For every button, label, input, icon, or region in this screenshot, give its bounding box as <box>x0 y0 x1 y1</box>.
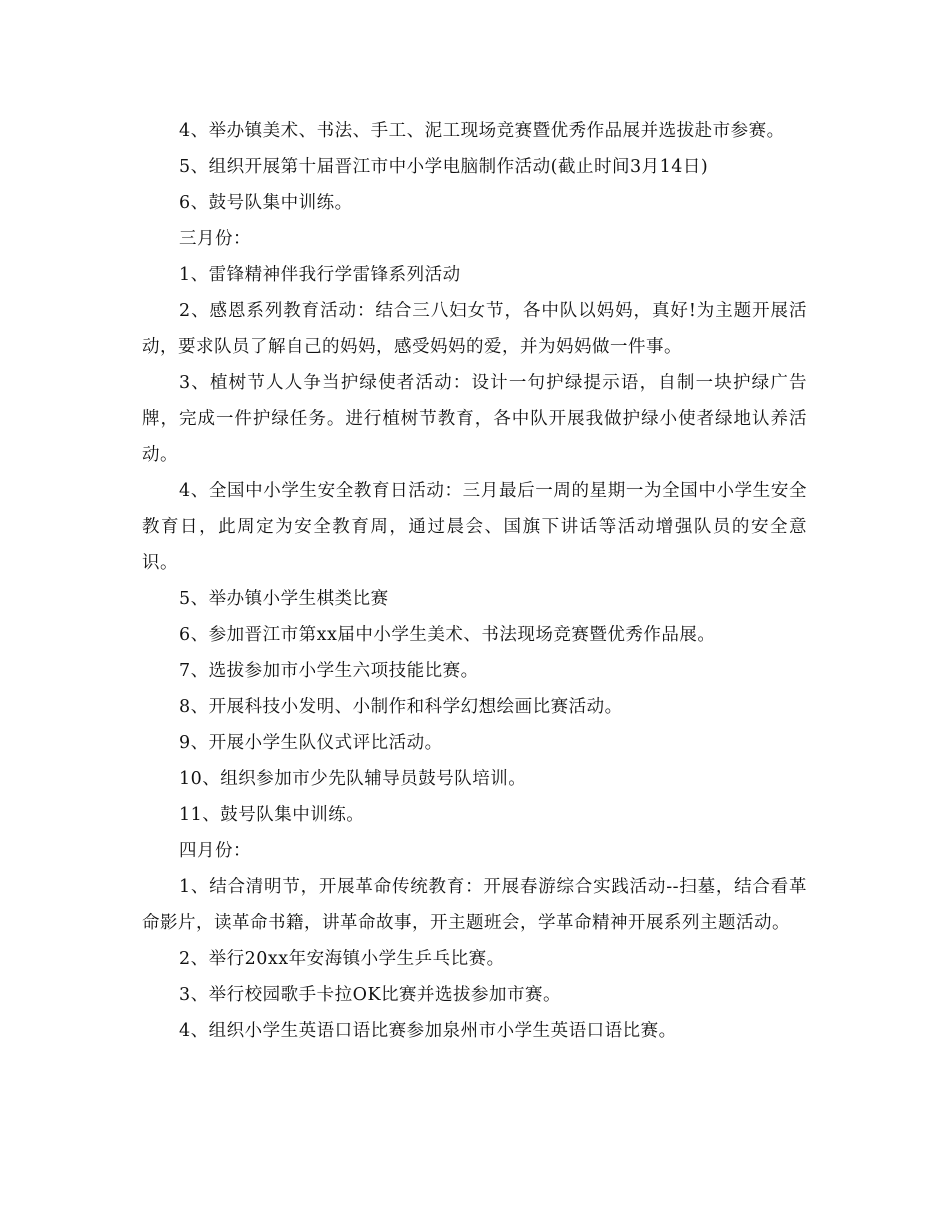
paragraph-mar-item-5: 5、举办镇小学生棋类比赛 <box>179 589 389 609</box>
paragraph-feb-item-4: 4、举办镇美术、书法、手工、泥工现场竞赛暨优秀作品展并选拔赴市参赛。 <box>179 121 785 141</box>
paragraph-mar-item-8: 8、开展科技小发明、小制作和科学幻想绘画比赛活动。 <box>179 697 623 717</box>
paragraph-apr-item-2: 2、举行20xx年安海镇小学生乒乓比赛。 <box>179 949 505 969</box>
paragraph-apr-item-1: 1、结合清明节，开展革命传统教育：开展春游综合实践活动--扫墓，结合看革命影片，读革命书籍，讲革命故事，开主题班会，学革命精神开展系列主题活动。 <box>142 877 807 933</box>
paragraph-apr-item-3: 3、举行校园歌手卡拉OK比赛并选拔参加市赛。 <box>179 985 562 1005</box>
paragraph-mar-item-11: 11、鼓号队集中训练。 <box>179 805 365 825</box>
paragraph-mar-item-2: 2、感恩系列教育活动：结合三八妇女节，各中队以妈妈，真好!为主题开展活动，要求队员了解自己的妈妈，感受妈妈的爱，并为妈妈做一件事。 <box>142 301 807 357</box>
paragraph-mar-item-1: 1、雷锋精神伴我行学雷锋系列活动 <box>179 265 461 285</box>
paragraph-apr-item-4: 4、组织小学生英语口语比赛参加泉州市小学生英语口语比赛。 <box>179 1021 677 1041</box>
paragraph-feb-item-6: 6、鼓号队集中训练。 <box>179 193 353 213</box>
paragraph-mar-item-4: 4、全国中小学生安全教育日活动：三月最后一周的星期一为全国中小学生安全教育日，此周定为安全教育周，通过晨会、国旗下讲话等活动增强队员的安全意识。 <box>142 481 807 573</box>
document-body <box>142 113 807 1049</box>
paragraph-mar-item-7: 7、选拔参加市小学生六项技能比赛。 <box>179 661 479 681</box>
section-heading-march: 三月份： <box>179 229 251 249</box>
section-heading-april: 四月份： <box>179 841 251 861</box>
paragraph-mar-item-10: 10、组织参加市少先队辅导员鼓号队培训。 <box>179 769 527 789</box>
paragraph-mar-item-9: 9、开展小学生队仪式评比活动。 <box>179 733 443 753</box>
paragraph-feb-item-5: 5、组织开展第十届晋江市中小学电脑制作活动(截止时间3月14日) <box>179 157 709 177</box>
paragraph-mar-item-6: 6、参加晋江市第xx届中小学生美术、书法现场竞赛暨优秀作品展。 <box>179 625 716 645</box>
paragraph-mar-item-3: 3、植树节人人争当护绿使者活动：设计一句护绿提示语，自制一块护绿广告牌，完成一件护绿任务。进行植树节教育，各中队开展我做护绿小使者绿地认养活动。 <box>142 373 807 465</box>
